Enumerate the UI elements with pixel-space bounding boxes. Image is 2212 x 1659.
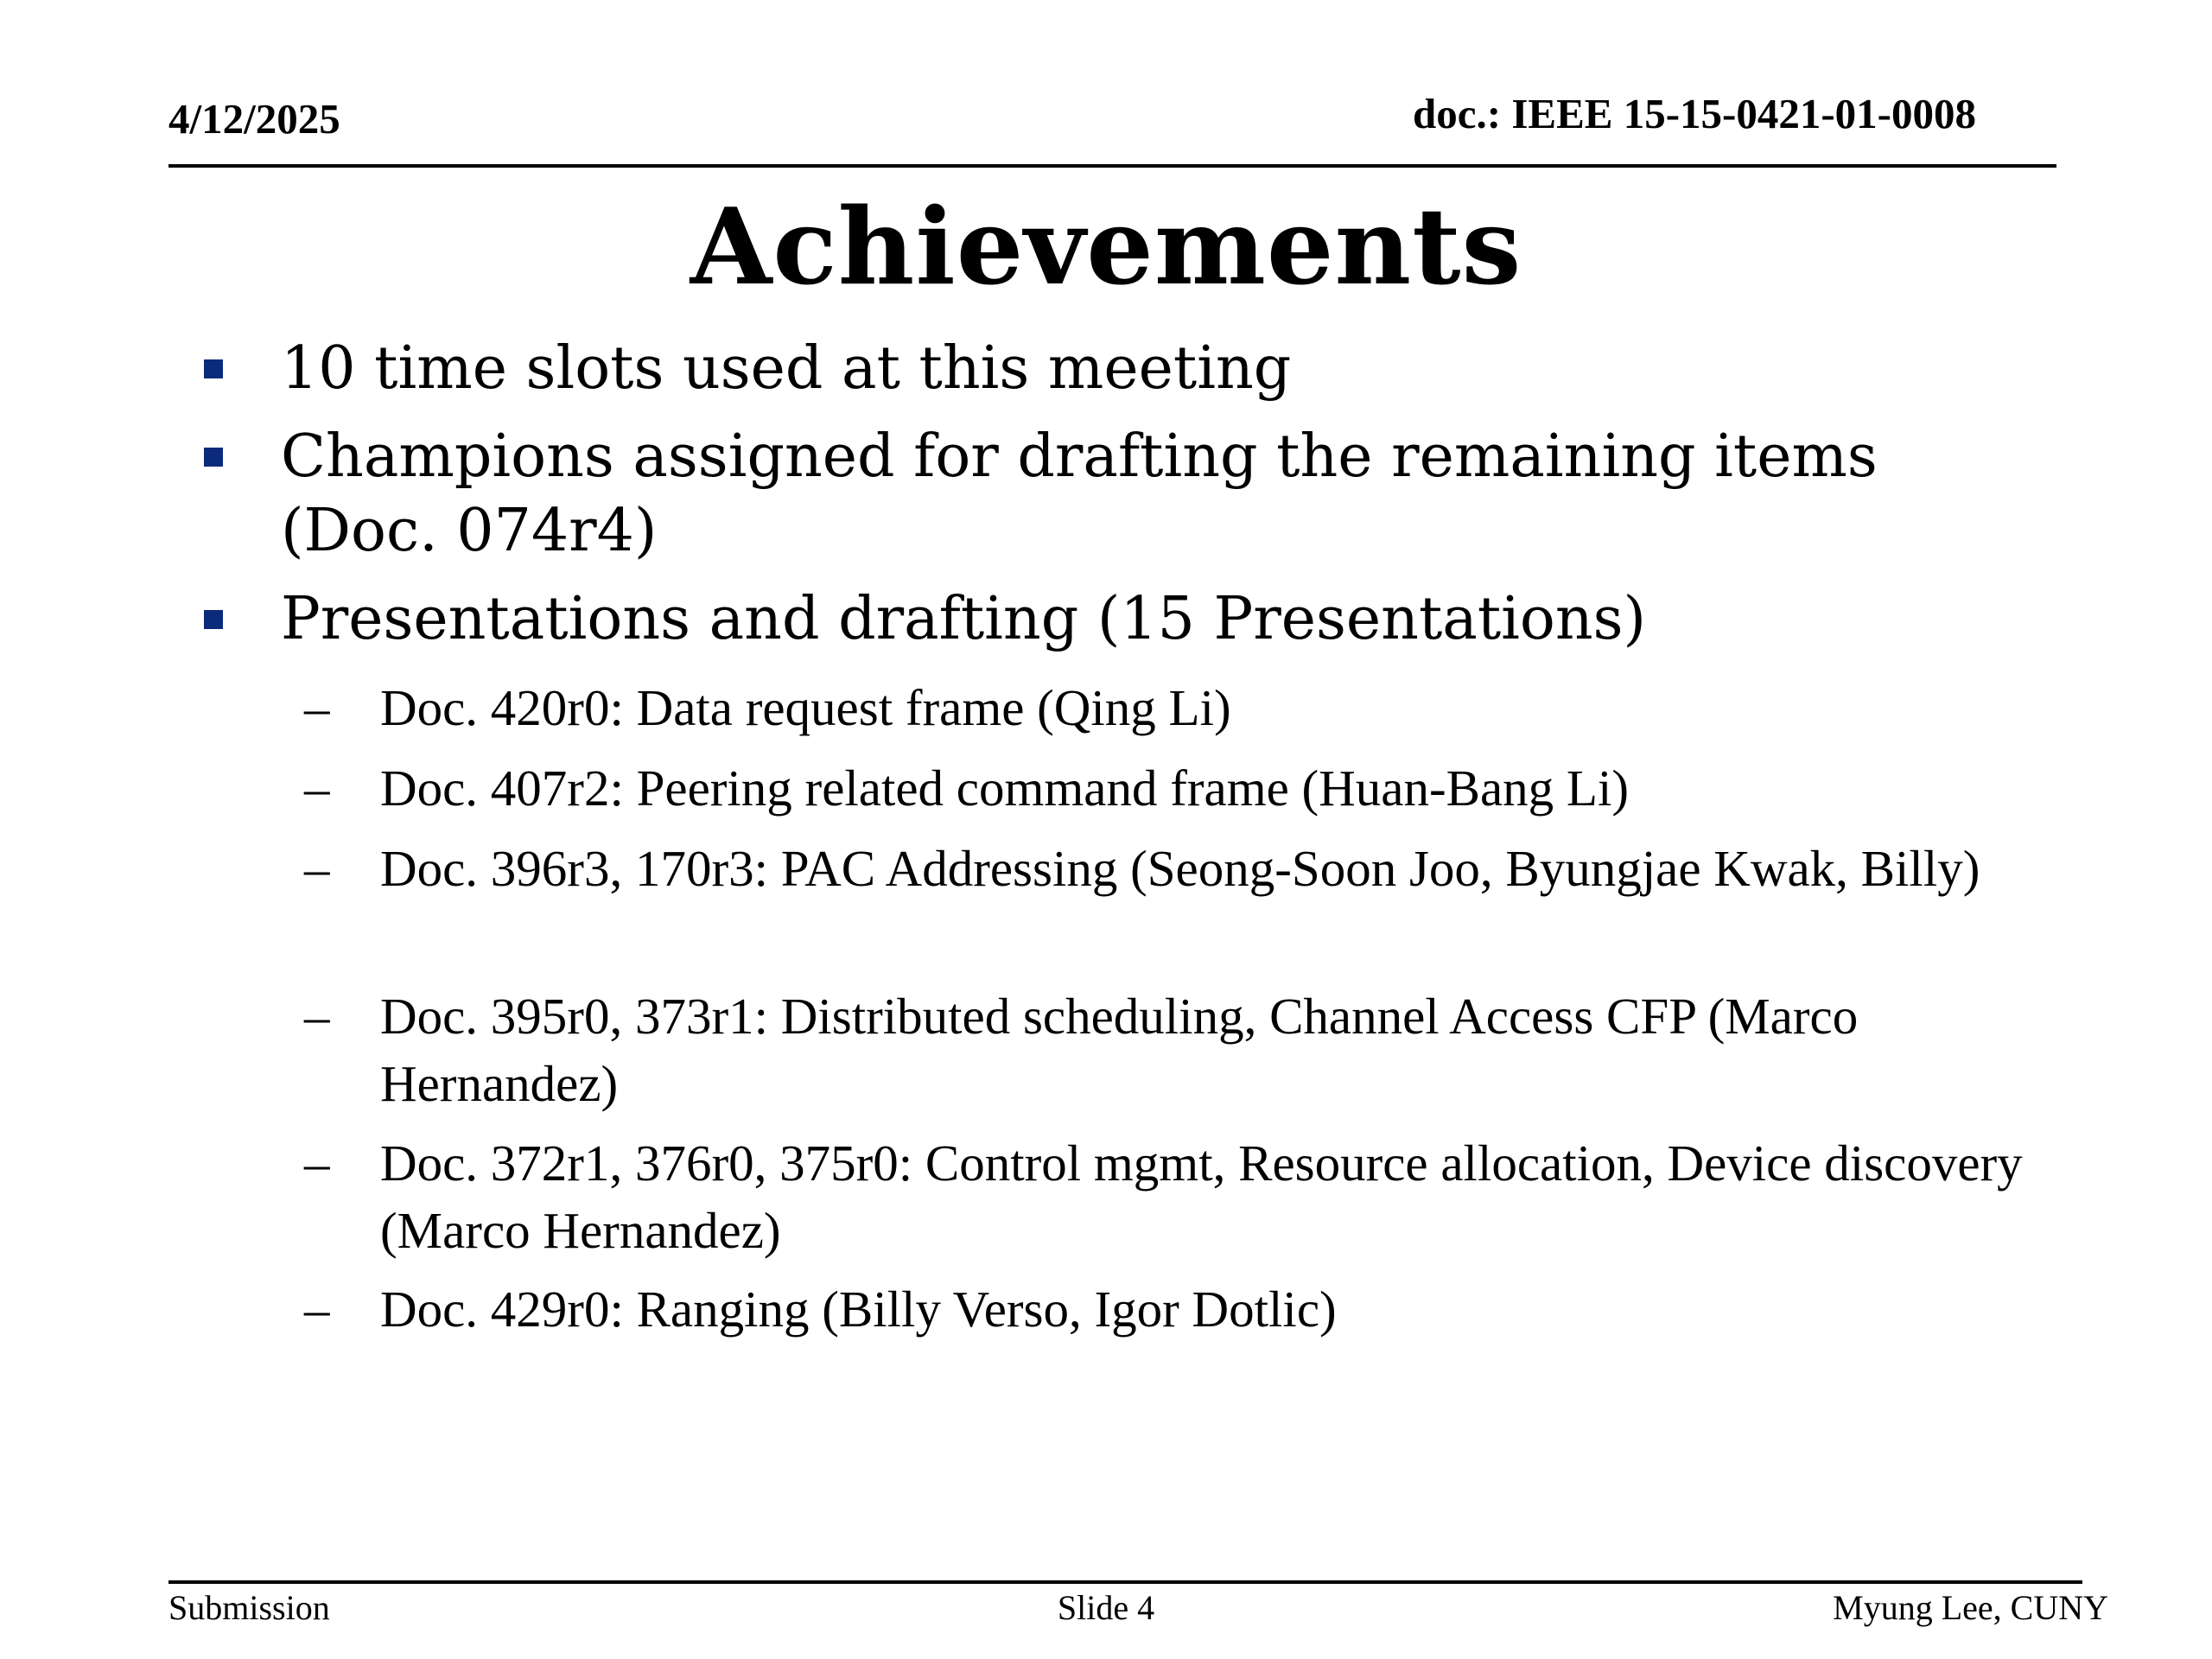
square-bullet-icon [204,610,223,629]
square-bullet-icon [204,359,223,378]
sub-bullet-text: Doc. 429r0: Ranging (Billy Verso, Igor Dotlic) [380,1281,1337,1338]
header-date: 4/12/2025 [168,95,340,143]
footer-author: Myung Lee, CUNY [1833,1588,2108,1627]
dash-bullet-icon: – [304,679,330,736]
square-bullet-icon [204,448,223,467]
sub-bullet-text: Doc. 395r0, 373r1: Distributed scheduling, Channel Access CFP (Marco Hernandez) [380,988,1859,1112]
slide-title: Achievements [690,184,1522,308]
header-doc-id: doc.: IEEE 15-15-0421-01-0008 [1413,90,1976,137]
sub-bullet-text: Doc. 372r1, 376r0, 375r0: Control mgmt, Resource allocation, Device discovery (Marco Hernandez) [380,1135,2023,1259]
footer-slide-number: Slide 4 [1057,1588,1155,1627]
dash-bullet-icon: – [304,988,330,1045]
bullet-text: Champions assigned for drafting the remaining items (Doc. 074r4) [281,423,1897,565]
bullet-text: Presentations and drafting (15 Presentations) [281,585,1647,653]
footer-submission: Submission [168,1588,330,1627]
dash-bullet-icon: – [304,840,330,897]
dash-bullet-icon: – [304,1135,330,1192]
footer-divider [168,1580,2082,1584]
sub-bullet-text: Doc. 420r0: Data request frame (Qing Li) [380,679,1231,736]
dash-bullet-icon: – [304,1281,330,1338]
dash-bullet-icon: – [304,760,330,817]
bullet-text: 10 time slots used at this meeting [281,334,1292,403]
sub-bullet-text: Doc. 396r3, 170r3: PAC Addressing (Seong-Soon Joo, Byungjae Kwak, Billy) [380,840,1980,897]
sub-bullet-text: Doc. 407r2: Peering related command frame (Huan-Bang Li) [380,760,1629,817]
